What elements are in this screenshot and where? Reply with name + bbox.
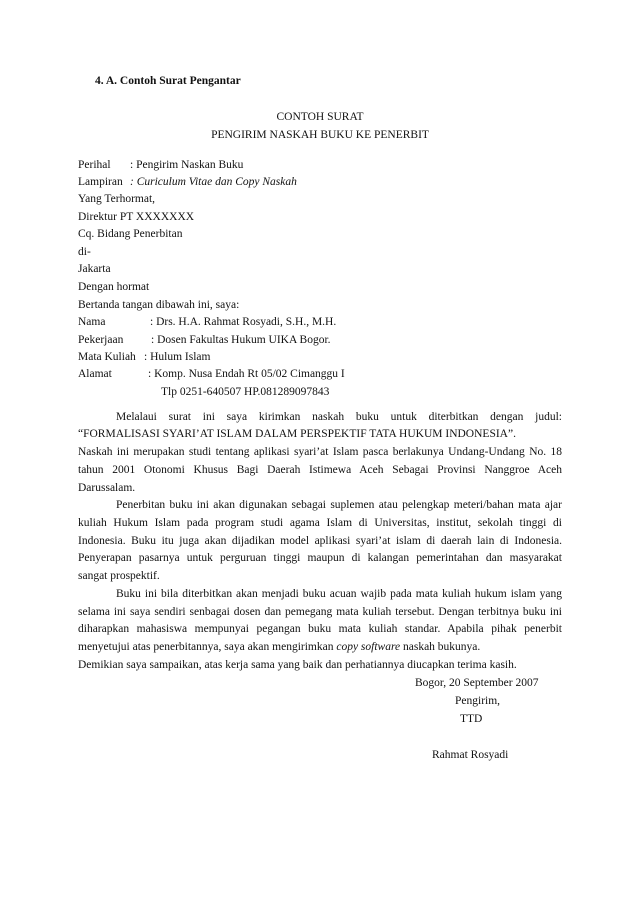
identity-row (78, 333, 331, 347)
lampiran-label: Lampiran (78, 176, 123, 188)
signature-place-date: Bogor, 20 September 2007 (415, 677, 539, 689)
identity-row (78, 367, 345, 381)
signature-role: Pengirim, (455, 695, 501, 707)
agree-text-after: naskah bukunya. (400, 641, 481, 653)
address-line: Dengan hormat (78, 281, 150, 293)
address-line: Direktur PT XXXXXXX (78, 211, 195, 223)
identity-value: : Komp. Nusa Endah Rt 05/02 Cimanggu I (148, 368, 345, 380)
body-line: tahun 2001 Otonomi Khusus Bagi Daerah Istimewa Aceh Sebagai Provinsi Nanggroe Aceh (78, 464, 562, 476)
letter-title-line2: PENGIRIM NASKAH BUKU KE PENERBIT (211, 129, 429, 141)
identity-row (78, 315, 336, 329)
body-line: selama ini saya sendiri senbagai dosen dan pemegang mata kuliah tersebut. Dengan terbitnya buku ini (78, 606, 562, 618)
address-line: Yang Terhormat, (78, 193, 156, 205)
perihal-value: : Pengirim Naskan Buku (130, 159, 244, 171)
book-title-line: “FORMALISASI SYARI’AT ISLAM DALAM PERSPEKTIF TATA HUKUM INDONESIA”. (78, 428, 516, 440)
perihal-label: Perihal (78, 159, 111, 171)
intro-text: Bertanda tangan dibawah ini, saya: (78, 299, 240, 311)
phone-line: Tlp 0251-640507 HP.081289097843 (161, 386, 330, 398)
identity-value: : Drs. H.A. Rahmat Rosyadi, S.H., M.H. (150, 316, 337, 328)
section-heading: 4. A. Contoh Surat Pengantar (95, 75, 241, 87)
closing-line: Demikian saya sampaikan, atas kerja sama yang baik dan perhatiannya diucapkan terima kasih. (78, 659, 517, 671)
body-line: Naskah ini merupakan studi tentang aplikasi syari’at Islam pasca berlakunya Undang-Undang No. 18 (78, 446, 562, 458)
lampiran-row (78, 175, 297, 189)
body-line: Indonesia. Buku itu juga akan dijadikan model aplikasi syari’at islam di daerah lain di Indonesia. (78, 535, 562, 547)
body-line: Buku ini bila diterbitkan akan menjadi buku acuan wajib pada mata kuliah hukum islam yang (116, 588, 562, 600)
letter-title-line1: CONTOH SURAT (276, 111, 364, 123)
address-line: Cq. Bidang Penerbitan (78, 228, 183, 240)
agree-line (78, 640, 480, 654)
identity-label: Alamat (78, 368, 112, 380)
body-line: Melalaui surat ini saya kirimkan naskah buku untuk diterbitkan dengan judul: (116, 411, 562, 423)
identity-row (78, 350, 210, 364)
identity-label: Pekerjaan (78, 334, 124, 346)
body-line: Darussalam. (78, 482, 136, 494)
identity-value: : Dosen Fakultas Hukum UIKA Bogor. (151, 334, 331, 346)
address-line: Jakarta (78, 263, 111, 275)
identity-label: Nama (78, 316, 106, 328)
body-line: Penyerapan pasarnya untuk perguruan tinggi maupun di kalangan pemerintahan dan masyarakat (78, 552, 562, 564)
signature-name: Rahmat Rosyadi (432, 749, 509, 761)
body-line: kuliah Hukum Islam pada program studi agama Islam di Universitas, institut, sekolah tinggi di (78, 517, 562, 529)
body-line: sangat prospektif. (78, 570, 160, 582)
agree-text-italic: copy software (336, 641, 401, 653)
body-line: Penerbitan buku ini akan digunakan sebagai suplemen atau pelengkap meteri/bahan mata ajar (116, 499, 562, 511)
perihal-row (78, 158, 243, 172)
signature-ttd: TTD (460, 713, 483, 725)
address-line: di- (78, 246, 91, 258)
identity-label: Mata Kuliah (78, 351, 136, 363)
body-line: diharapkan mahasiswa mempunyai pegangan buku mata kuliah standar. Apabila pihak penerbit (78, 623, 562, 635)
lampiran-value: : Curiculum Vitae dan Copy Naskah (130, 176, 297, 188)
identity-value: : Hulum Islam (144, 351, 211, 363)
agree-text-before: menyetujui atas penerbitannya, saya akan mengirimkan (78, 641, 337, 653)
